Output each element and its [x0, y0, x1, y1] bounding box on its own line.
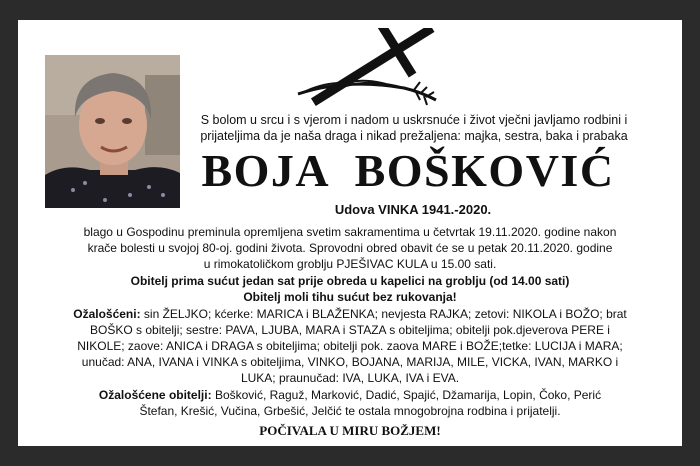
mourners-line-3: NIKOLE; zaove: ANICA i DRAGA s obiteljima; obitelji pok. zaova MARE i BOŽE;tetke: LUCIJA i MARA;: [77, 339, 623, 353]
intro-line-2: prijateljima da je naša draga i nikad prežaljena: majka, sestra, baka i prabaka: [200, 129, 628, 143]
intro-line-1: S bolom u srcu i s vjerom i nadom u uskrsnuće i život vječni javljamo rodbini i: [200, 113, 628, 127]
cross-icon: [286, 28, 456, 108]
paragraph-line-3: u rimokatoličkom groblju PJEŠIVAC KULA u 15.00 sati.: [203, 257, 497, 271]
paragraph-line-1: blago u Gospodinu preminula opremljena svetim sakramentima u četvrtak 19.11.2020. godine nakon: [83, 225, 617, 239]
portrait-photo: [45, 55, 180, 208]
families-line-1: [30, 387, 670, 403]
mourners-line-4: unučad: ANA, IVANA i VINKA s obiteljima, VINKO, BOJANA, MARIJA, MILE, VICKA, IVAN, MARKO i: [81, 355, 619, 369]
notice-line-1: Obitelj prima sućut jedan sat prije obreda u kapelici na groblju (od 14.00 sati): [130, 274, 570, 288]
mourners-text-1: sin ŽELJKO; kćerke: MARICA i BLAŽENKA; nevjesta RAJKA; zetovi: NIKOLA i BOŽO; brat: [140, 307, 627, 321]
families-text-1: Bošković, Raguž, Marković, Dadić, Spajić, Džamarija, Lopin, Čoko, Perić: [211, 388, 602, 402]
families-line-2: Štefan, Krešić, Vučina, Grbešić, Jelčić te ostala mnogobrojna rodbina i prijatelji.: [139, 404, 561, 418]
closing-line: POČIVALA U MIRU BOŽJEM!: [259, 423, 441, 438]
paragraph-line-2: krače bolesti u svojoj 80-oj. godini života. Sprovodni obred obavit će se u petak 20.11.2020. godine: [87, 241, 613, 255]
subtitle: Udova VINKA 1941.-2020.: [334, 202, 492, 217]
families-label: Ožalošćene obitelji:: [98, 388, 212, 402]
mourners-line-5: LUKA; praunučad: IVA, LUKA, IVA i EVA.: [240, 371, 460, 385]
mourners-line-2: BOŠKO s obitelji; sestre: PAVA, LJUBA, MARA i STAZA s obiteljima; obitelji pok.djeverova PERE i: [90, 323, 610, 337]
deceased-name: BOJA BOŠKOVIĆ: [201, 145, 615, 196]
mourners-line-1: [30, 306, 670, 322]
mourners-label: Ožalošćeni:: [73, 307, 141, 321]
notice-line-2: Obitelj moli tihu sućut bez rukovanja!: [243, 290, 457, 304]
obituary-card: [18, 20, 682, 446]
